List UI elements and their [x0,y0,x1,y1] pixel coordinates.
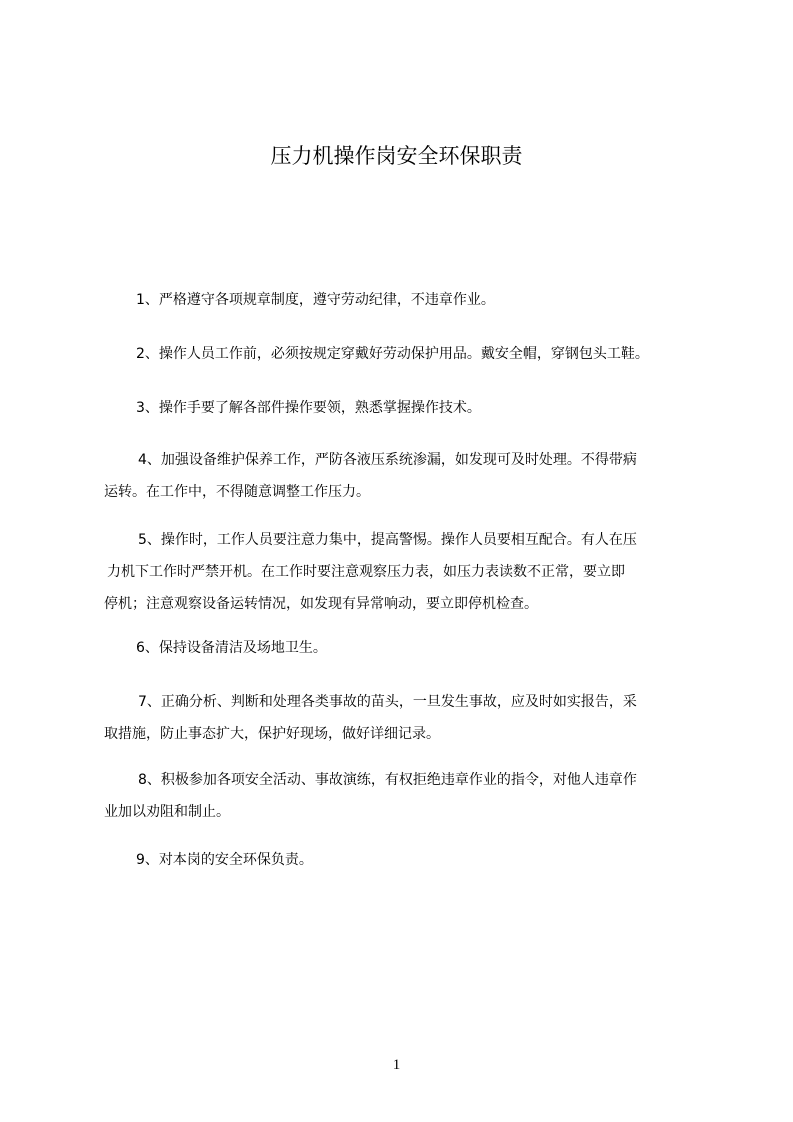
responsibility-item-3 [104,392,716,424]
item-7-line-2: 取措施，防止事态扩大，保护好现场，做好详细记录。 [104,726,440,742]
item-5-line-1: 5、操作时，工作人员要注意力集中，提高警惕。操作人员要相互配合。有人在压 [138,532,637,548]
item-4-line-2: 运转。在工作中，不得随意调整工作压力。 [104,484,370,500]
responsibility-item-5 [104,524,716,620]
item-4-line-1: 4、加强设备维护保养工作，严防各液压系统渗漏，如发现可及时处理。不得带病 [138,452,637,468]
item-9-line-1: 9、对本岗的安全环保负责。 [136,852,313,868]
page-number: 1 [392,1057,401,1073]
item-2-line-1: 2、操作人员工作前，必须按规定穿戴好劳动保护用品。戴安全帽，穿钢包头工鞋。 [136,346,649,362]
item-7-line-1: 7、正确分析、判断和处理各类事故的苗头，一旦发生事故，应及时如实报告，采 [138,694,637,710]
item-6-line-1: 6、保持设备清洁及场地卫生。 [136,640,327,656]
item-5-line-2: 力机下工作时严禁开机。在工作时要注意观察压力表，如压力表读数不正常，要立即 [107,564,625,580]
responsibility-item-7 [104,686,716,750]
responsibility-item-8 [104,764,716,828]
item-8-line-2: 业加以劝阻和制止。 [104,804,230,820]
responsibility-item-9 [104,844,716,876]
responsibility-item-2 [104,338,716,370]
responsibility-item-6 [104,632,716,664]
responsibility-item-1 [104,284,716,316]
item-3-line-1: 3、操作手要了解各部件操作要领，熟悉掌握操作技术。 [136,400,481,416]
responsibility-item-4 [104,444,716,508]
item-8-line-1: 8、积极参加各项安全活动、事故演练，有权拒绝违章作业的指令，对他人违章作 [138,772,637,788]
document-title: 压力机操作岗安全环保职责 [270,144,523,168]
item-5-line-3: 停机；注意观察设备运转情况，如发现有异常响动，要立即停机检查。 [104,596,538,612]
item-1-line-1: 1、严格遵守各项规章制度，遵守劳动纪律，不违章作业。 [136,292,495,308]
